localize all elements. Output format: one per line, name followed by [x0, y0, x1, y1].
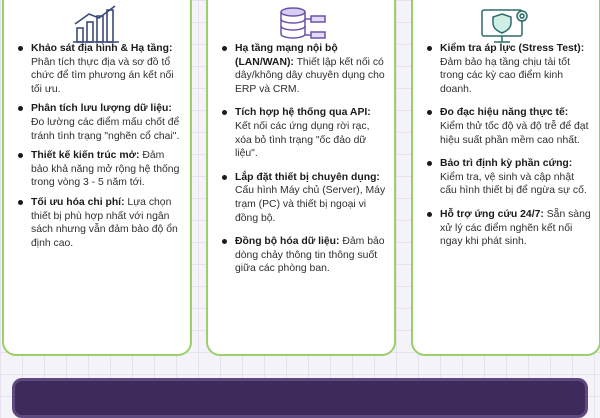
item-title: Hỗ trợ ứng cứu 24/7:: [440, 208, 544, 220]
item-description: Lựa chọn thiết bị phù hợp nhất với ngân sách nhưng vẫn đảm bảo độ ổn định cao.: [31, 196, 178, 249]
list-item: [18, 149, 182, 190]
item-title: Hạ tầng mạng nội bộ (LAN/WAN):: [235, 43, 338, 68]
item-title: Tối ưu hóa chi phí:: [31, 196, 125, 208]
list-item: [222, 171, 386, 225]
item-title: Đo đạc hiệu năng thực tế:: [440, 107, 569, 119]
list-item: [427, 106, 591, 147]
column-survey: [2, 0, 192, 356]
list-item: [427, 157, 591, 198]
item-title: Phân tích lưu lượng dữ liệu:: [31, 103, 172, 115]
list-item: [427, 42, 591, 96]
item-title: Bảo trì định kỳ phần cứng:: [440, 158, 573, 170]
bottom-banner: [12, 378, 588, 418]
list-item: [18, 42, 182, 96]
item-description: Đảm bảo dòng chảy thông tin thông suốt giữa các phòng ban.: [235, 236, 385, 275]
item-title: Đồng bộ hóa dữ liệu:: [235, 236, 340, 248]
list-item: [427, 208, 591, 249]
item-description: Đảm bảo hạ tầng chịu tải tốt trong các kỳ cao điểm kinh doanh.: [440, 56, 570, 95]
item-description: Thiết lập kết nối có dây/không dây chuyên dụng cho ERP và CRM.: [235, 56, 385, 95]
item-title: Thiết kế kiến trúc mở:: [31, 150, 140, 162]
item-description: Sẵn sàng xử lý các điểm nghẽn kết nối ngay khi phát sinh.: [440, 208, 591, 248]
item-title: Lắp đặt thiết bị chuyên dụng:: [235, 171, 380, 183]
column-maintenance: [411, 0, 600, 356]
item-description: Kiểm thử tốc độ và độ trễ để đạt hiệu suất phần mềm cao nhất.: [440, 120, 589, 146]
item-description: Đảm bảo khả năng mở rộng hệ thống trong vòng 3 - 5 năm tới.: [31, 150, 180, 189]
item-description: Cấu hình Máy chủ (Server), Máy trạm (PC) và thiết bị ngoại vi đồng bộ.: [235, 185, 386, 224]
list-item: [222, 106, 386, 160]
list-item: [222, 235, 386, 276]
item-description: Đo lường các điểm mấu chốt để tránh tình trạng "nghẽn cổ chai".: [31, 116, 180, 142]
item-title: Tích hợp hệ thống qua API:: [235, 107, 371, 119]
item-description: Kết nối các ứng dụng rời rạc, xóa bỏ tình trạng "ốc đảo dữ liệu".: [235, 120, 370, 160]
item-description: Kiểm tra, vệ sinh và cập nhật cấu hình thiết bị để ngừa sự cố.: [440, 171, 587, 197]
list-item: [222, 42, 386, 96]
column-infrastructure: [206, 0, 396, 356]
item-title: Kiểm tra áp lực (Stress Test):: [440, 43, 585, 54]
list-item: [18, 196, 182, 250]
item-title: Khảo sát địa hình & Hạ tầng:: [31, 43, 173, 54]
list-item: [18, 102, 182, 143]
item-description: Phân tích thực địa và sơ đồ tổ chức để tìm phương án kết nối tối ưu.: [31, 56, 174, 95]
